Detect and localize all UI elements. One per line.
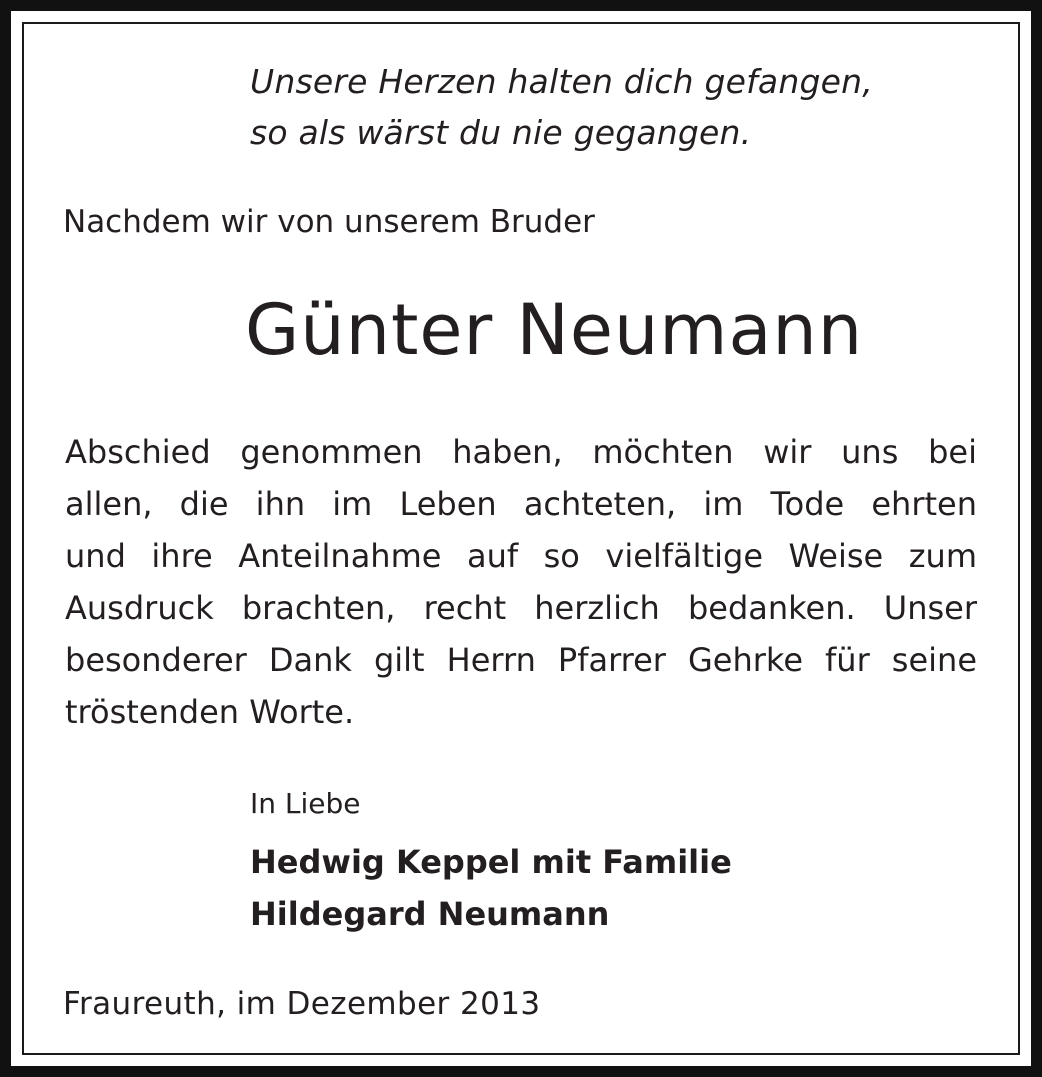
- place-date: Fraureuth, im Dezember 2013: [63, 986, 541, 1022]
- body-paragraph: [65, 426, 977, 738]
- closing-phrase: In Liebe: [250, 787, 361, 820]
- motto-line-2: so als wärst du nie gegangen.: [250, 113, 752, 152]
- intro-text: Nachdem wir von unserem Bruder: [63, 204, 595, 240]
- signer-name: Hedwig Keppel mit Familie: [250, 843, 732, 881]
- signer-name: Hildegard Neumann: [250, 895, 610, 933]
- body-line: allen, die ihn im Leben achteten, im Tode ehrten: [65, 485, 977, 523]
- motto-verse: [250, 56, 873, 158]
- motto-line-1: Unsere Herzen halten dich gefangen,: [250, 62, 873, 101]
- body-line: besonderer Dank gilt Herrn Pfarrer Gehrke für seine: [65, 641, 977, 679]
- body-line: tröstenden Worte.: [65, 693, 355, 731]
- body-line: und ihre Anteilnahme auf so vielfältige Weise zum: [65, 537, 977, 575]
- deceased-name: Günter Neumann: [245, 289, 864, 371]
- signers-block: [250, 836, 732, 940]
- body-line: Ausdruck brachten, recht herzlich bedanken. Unser: [65, 589, 977, 627]
- body-line: Abschied genommen haben, möchten wir uns bei: [65, 433, 977, 471]
